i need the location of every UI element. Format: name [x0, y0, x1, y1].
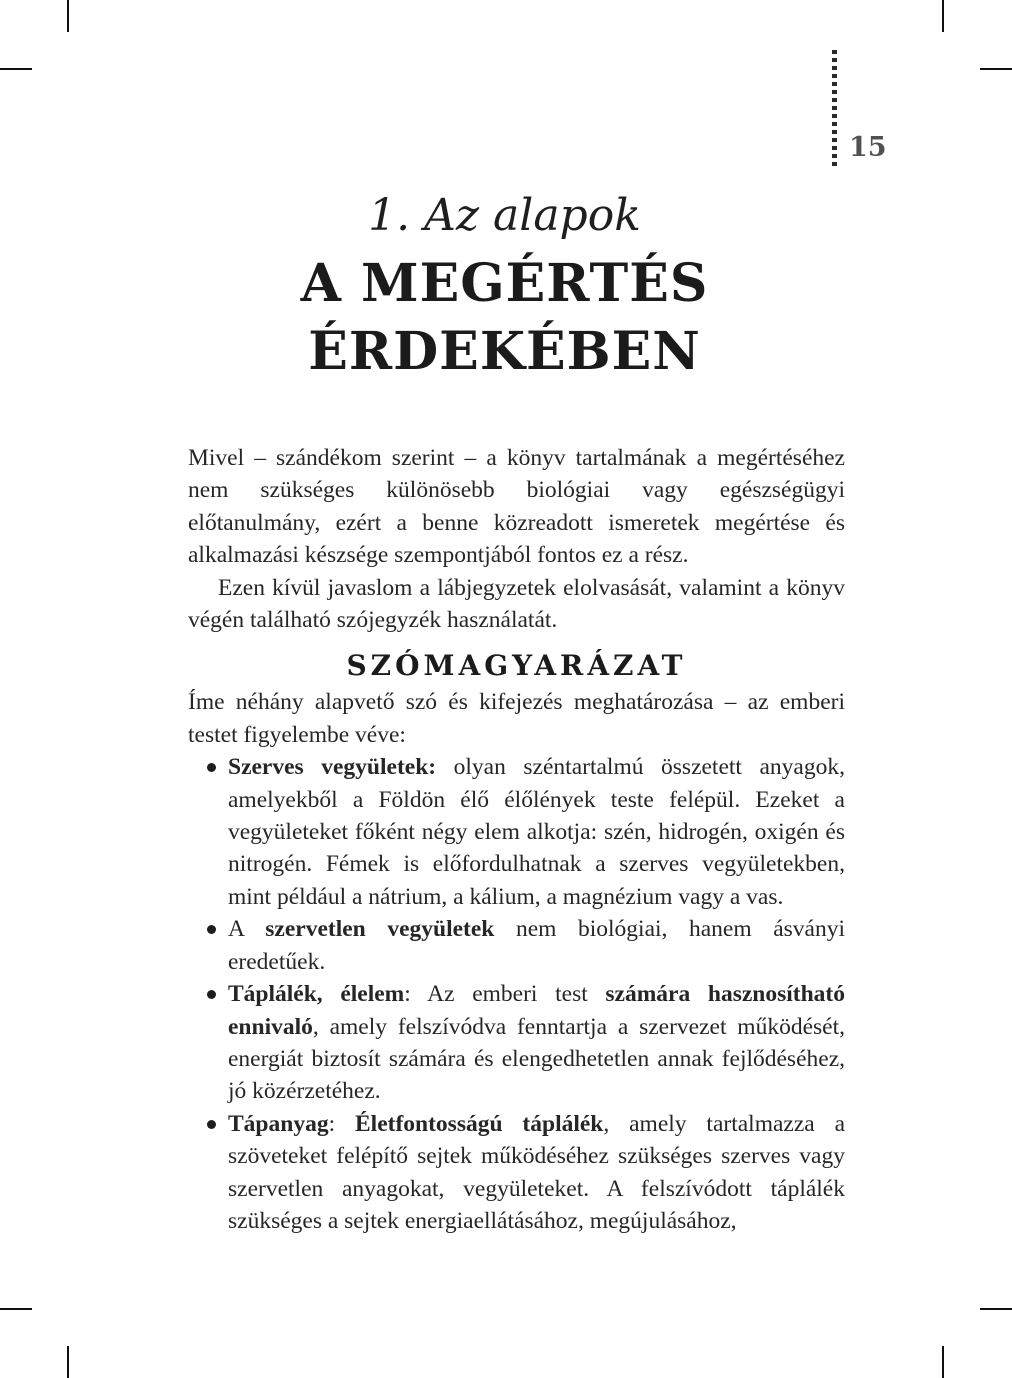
glossary-item-text: A szervetlen vegyületek nem biológiai, hanem ásványi eredetűek.	[228, 916, 845, 975]
section-intro: Íme néhány alapvető szó és kifejezés meghatározása – az emberi testet figyelembe véve:	[188, 689, 845, 748]
crop-mark-bottom-left-vertical	[67, 1346, 69, 1378]
glossary-list	[188, 751, 845, 1237]
intro-paragraph-1: Mivel – szándékom szerint – a könyv tartalmának a megértéséhez nem szükséges különösebb biológiai vagy egészségügyi előtanulmány, ezért a benne közreadott ismeretek megértése és alkalmazási készsége szempontjából fontos ez a rész.	[188, 445, 845, 569]
crop-mark-top-left-horizontal	[0, 68, 32, 70]
section-heading: SZÓMAGYARÁZAT	[346, 649, 687, 683]
crop-mark-top-left-vertical	[67, 0, 69, 32]
chapter-label: 1. Az alapok	[368, 190, 641, 241]
glossary-item-tapanyag	[188, 1108, 845, 1238]
glossary-item-text: Szerves vegyületek: olyan széntartalmú összetett anyagok, amelyekből a Földön élő élőlények teste felépül. Ezeket a vegyületeket főként négy elem alkotja: szén, hidrogén, oxigén és nitrogén. Fémek is előfordulhatnak a szerves vegyületekben, mint például a nátrium, a kálium, a magnézium vagy a vas.	[228, 754, 845, 910]
intro-paragraph-2: Ezen kívül javaslom a lábjegyzetek elolvasását, valamint a könyv végén található szójegyzék használatát.	[188, 574, 845, 634]
crop-mark-bottom-right-horizontal	[980, 1308, 1012, 1310]
glossary-item-text: Tápanyag: Életfontosságú táplálék, amely tartalmazza a szöveteket felépítő sejtek működéséhez szükséges szerves vagy szervetlen anyagokat, vegyületeket. A felszívódott táplálék szükséges a sejtek energiaellátásához, megújulásához,	[228, 1110, 846, 1234]
page-title-line2: ÉRDEKÉBEN	[308, 321, 701, 382]
page-title-line1: A MEGÉRTÉS	[300, 253, 709, 314]
bullet-icon	[207, 990, 216, 999]
page-title	[176, 250, 833, 386]
glossary-item-taplalek-elelem	[188, 978, 845, 1108]
crop-mark-bottom-left-horizontal	[0, 1308, 32, 1310]
bullet-icon	[207, 763, 216, 772]
page-content	[188, 0, 845, 1237]
glossary-item-szervetlen-vegyuletek	[188, 913, 845, 978]
bullet-icon	[207, 925, 216, 934]
page-number: 15	[849, 132, 887, 163]
crop-mark-bottom-right-vertical	[942, 1346, 944, 1378]
bullet-icon	[207, 1120, 216, 1129]
crop-mark-top-right-vertical	[942, 0, 944, 32]
glossary-item-text: Táplálék, élelem: Az emberi test számára hasznosítható ennivaló, amely felszívódva fenntartja a szervezet működését, energiát biztosít számára és elengedhetetlen annak fejlődéséhez, jó közérzetéhez.	[228, 981, 846, 1105]
crop-mark-top-right-horizontal	[980, 68, 1012, 70]
glossary-item-szerves-vegyuletek	[188, 751, 845, 913]
